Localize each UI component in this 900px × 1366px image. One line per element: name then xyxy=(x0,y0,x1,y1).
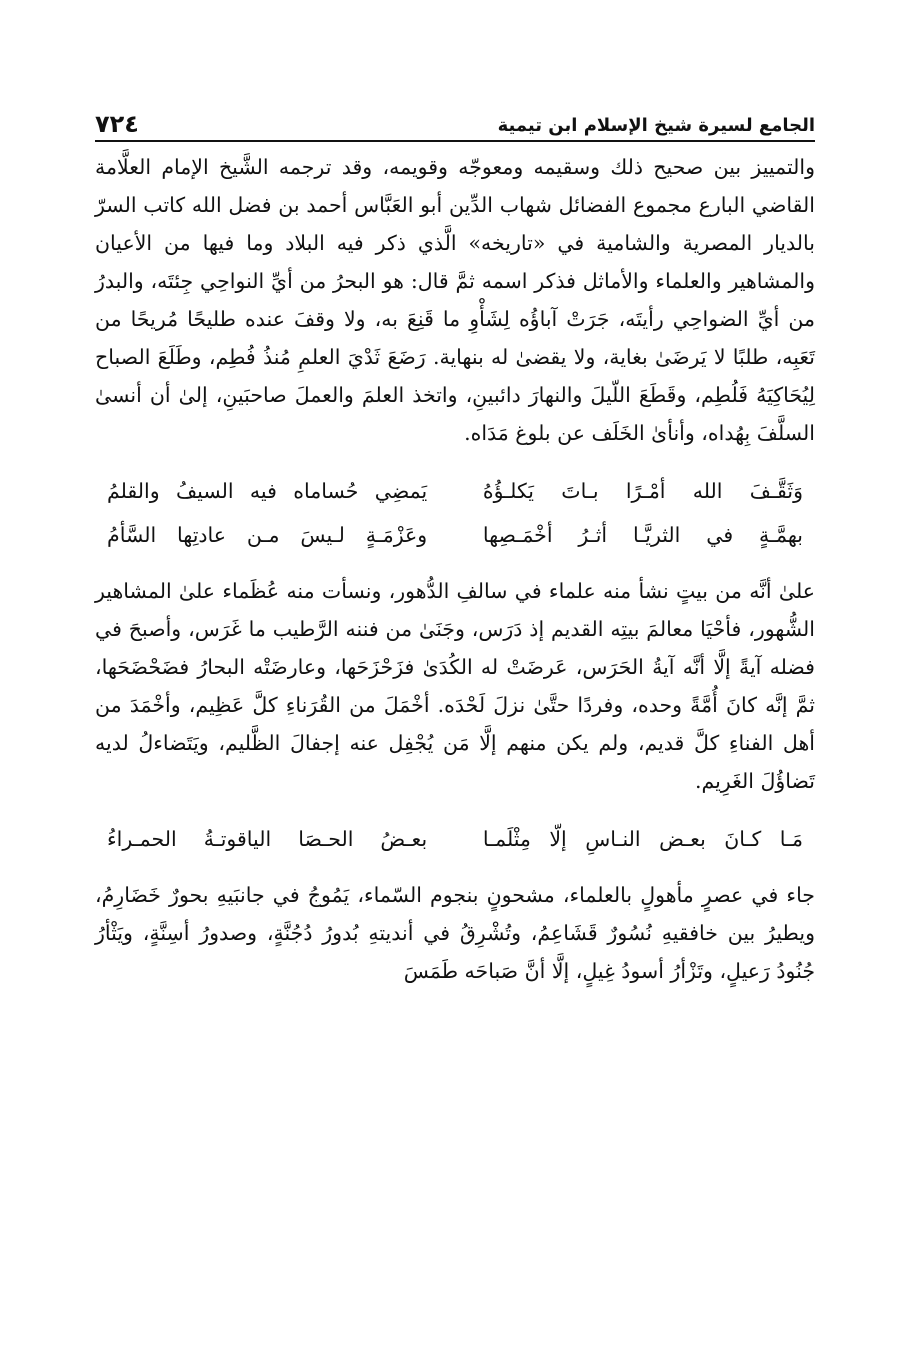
text-line: جاء في عصرٍ مأهولٍ بالعلماء، مشحونٍ بنجوم السّماء، يَمُوجُ في جانبَيهِ xyxy=(216,883,815,907)
verse-line xyxy=(95,472,815,510)
page-number: ٧٢٤ xyxy=(95,110,139,138)
running-title: الجامع لسيرة شيخ الإسلام ابن تيمية xyxy=(497,115,815,136)
text-line: يكن منهم إلَّا مَن يُجْفِل عنه إجفالَ الظَّليم، ويَتَضاءلُ لديه تَضاؤُلَ الغَرِيم. xyxy=(95,731,815,793)
text-line: الإمام العلَّامة القاضي البارع مجموع الفضائل شهاب الدِّين أبو العَبَّاس xyxy=(95,155,815,217)
text-line: والتمييز بين صحيح ذلك وسقيمه ومعوجّه وقويمه، وقد ترجمه الشَّيخ xyxy=(218,155,815,179)
verse-first-hemistich: وَثَقَّـفَ الله أمْـرًا بـاتَ يَكلـؤُهُ xyxy=(482,479,803,503)
text-line: ذكر فيه البلاد وما فيها من الأعيان والمشاهير والعلماء والأماثل فذكر اسمه xyxy=(95,231,815,293)
text-line: أحمد بن فضل الله كاتب السرّ بالديار المصرية والشامية في «تاريخه» الَّذي xyxy=(95,193,815,255)
paragraph-2 xyxy=(95,572,815,800)
verse-first-hemistich: بهمَّـةٍ في الثريَّـا أثـرُ أخْمَـصِها xyxy=(482,523,803,547)
text-line: نزلَ لَحْدَه. أخْمَلَ من القُرَناءِ كلَّ عَظِيم، وأخْمَدَ من أهل الفناءِ كلَّ قديم، ولم xyxy=(95,693,815,755)
text-line: ثمَّ قال: هو البحرُ من أيِّ النواحِي جِئتَه، والبدرُ من أيِّ الضواحِي رأيتَه، xyxy=(95,269,815,331)
text-line: يَرضَىٰ بغاية، ولا يقضىٰ له بنهاية. رَضَعَ ثَدْيَ العلمِ مُنذُ فُطِم، وطَلَعَ الصباح xyxy=(95,345,707,369)
text-line: بحورٌ خَضَارِمُ، ويطيرُ بين خافقيهِ نُسُورٌ قَشَاعِمُ، وتُشْرِقُ في أنديتهِ بُدورُ دُجُنَّةٍ، xyxy=(95,883,815,945)
verse-line xyxy=(95,820,815,858)
verse-second-hemistich: وعَزْمَـةٍ لـيسَ مـن عادتِها السَّأمُ xyxy=(107,523,428,547)
text-line: وصدورُ أسِنَّةٍ، ويَثْأرُ جُنُودُ رَعيلٍ، وتَزْأرُ أسودُ غِيلٍ، إلَّا أنَّ صَباحَه طَمَسَ xyxy=(95,921,815,983)
text-line: علىٰ المشاهير الشُّهور، فأحْيَا معالمَ بيتِه القديم إذ دَرَس، وجَنَىٰ من فننه xyxy=(95,579,815,641)
verse-second-hemistich: بعـضُ الحـصَا الياقوتـةُ الحمـراءُ xyxy=(107,827,428,851)
verse-second-hemistich: يَمضِي حُساماه فيه السيفُ والقلمُ xyxy=(107,479,428,503)
text-line: الرَّطيب ما غَرَس، وأصبحَ في فضله آيةً إلَّا أنَّه آيةُ الحَرَس، عَرضَتْ له الكُدَىٰ xyxy=(95,617,815,679)
paragraph-1 xyxy=(95,148,815,452)
poem-block-1 xyxy=(95,472,815,554)
text-line: لِيُحَاكِيَهُ فَلُطِم، وقَطَعَ اللّيلَ والنهارَ دائبينِ، واتخذ العلمَ والعملَ صاحبَينِ، xyxy=(215,383,815,407)
poem-block-2 xyxy=(95,820,815,858)
text-line: إلىٰ أن أنسىٰ السلَّفَ بِهُداه، وأنأىٰ الخَلَف عن بلوغ مَدَاه. xyxy=(95,383,815,445)
text-line: جَرَتْ آباؤُه لِشَأْوِ ما قَنِعَ به، ولا وقفَ عنده طليحًا مُريحًا من تَعَبِه، طلبًا لا xyxy=(95,307,815,369)
book-page xyxy=(95,100,815,990)
text-line: علىٰ أنَّه من بيتٍ نشأ منه علماء في سالفِ الدُّهور، ونسأت منه عُظَماء xyxy=(222,579,815,603)
verse-first-hemistich: مَـا كـانَ بعـض النـاسِ إلّا مِثْلَمـا xyxy=(482,827,803,851)
text-line: فزَحْزَحَها، وعارضَتْه البحارُ فضَحْضَحَها، ثمَّ إنَّه كانَ أُمَّةً وحده، وفردًا حتَّىٰ xyxy=(95,655,815,717)
verse-line xyxy=(95,516,815,554)
paragraph-3 xyxy=(95,876,815,990)
page-header xyxy=(95,100,815,142)
